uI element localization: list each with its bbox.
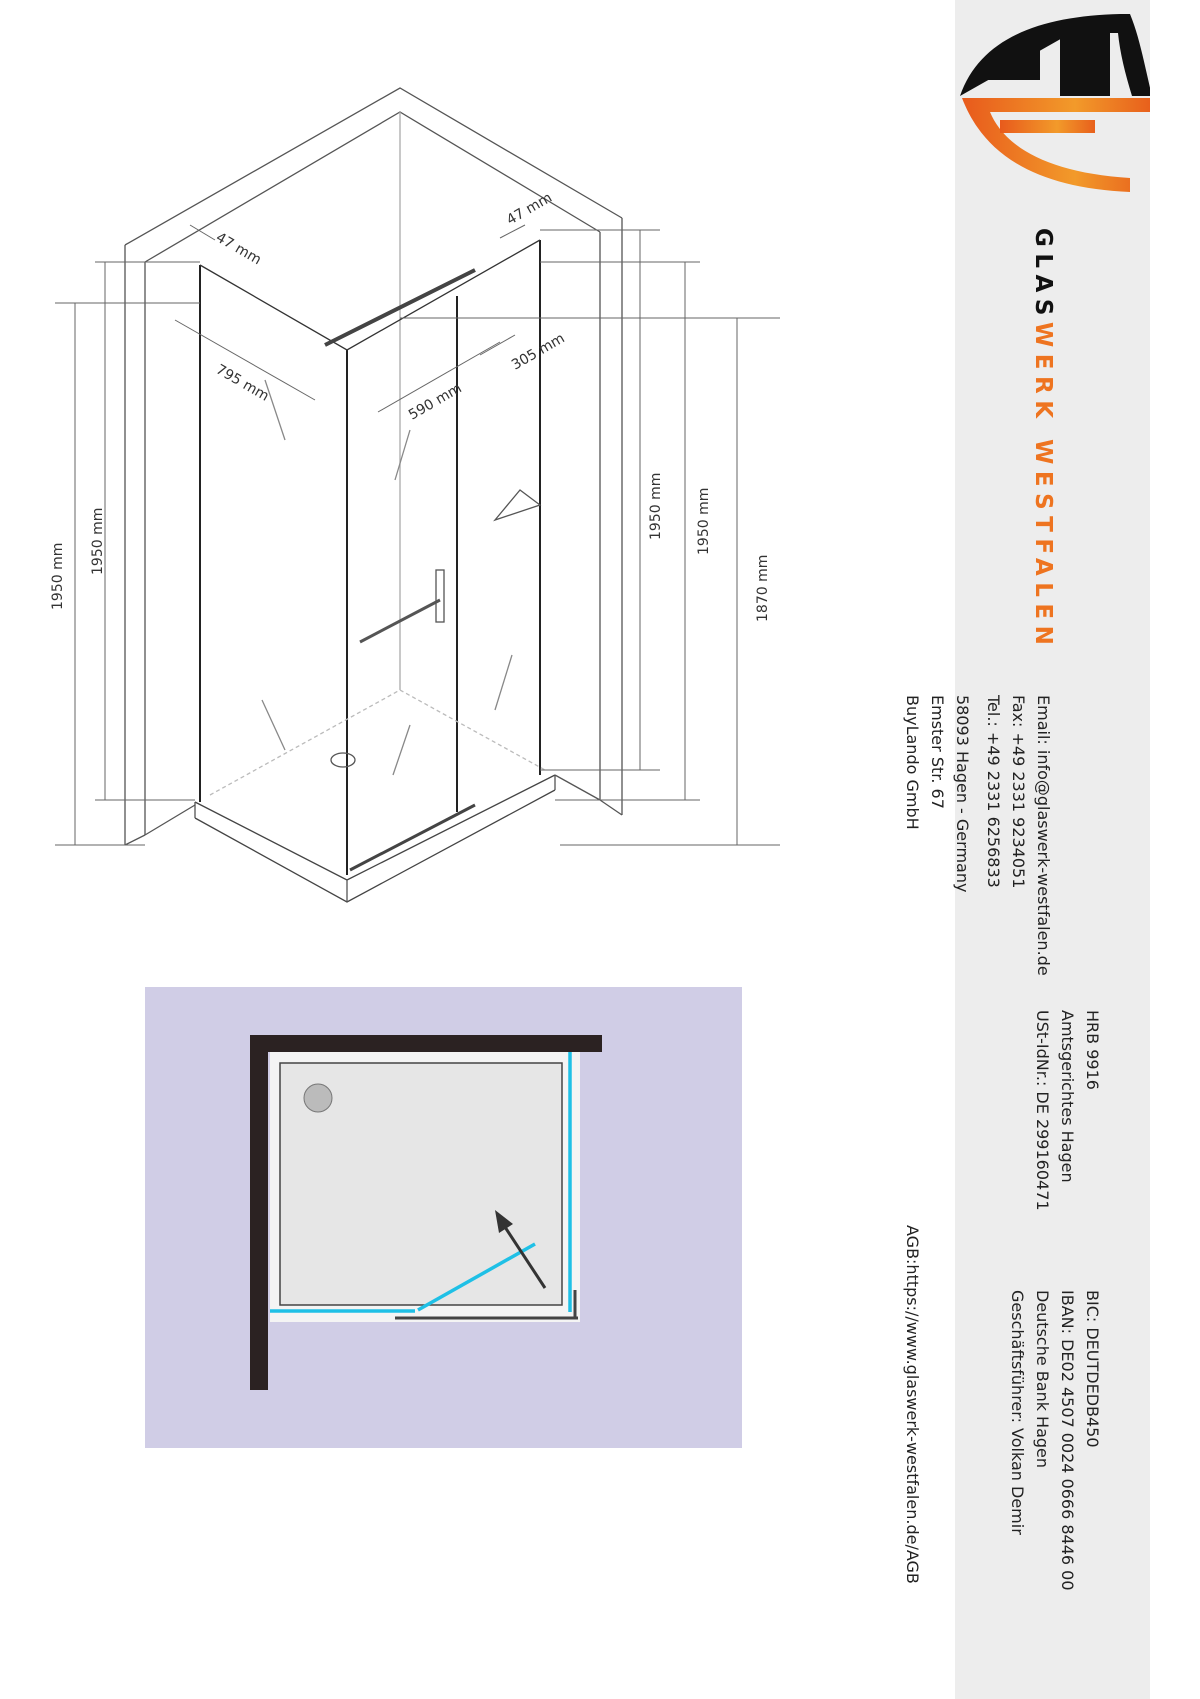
dim-height-left-inner: 1950 mm xyxy=(90,507,106,575)
address-street: Emster Str. 67 xyxy=(928,695,947,809)
dim-height-right-b: 1950 mm xyxy=(696,487,712,555)
isometric-view xyxy=(55,88,780,902)
dim-height-left-outer: 1950 mm xyxy=(50,542,66,610)
bank-bic: BIC: DEUTDEDB450 xyxy=(1083,1290,1102,1448)
bank-block xyxy=(1005,1290,1105,1591)
brand-logo xyxy=(960,8,1150,208)
registry-court: Amtsgerichtes Hagen xyxy=(1058,1010,1077,1183)
bank-name: Deutsche Bank Hagen xyxy=(1033,1290,1052,1469)
managing-director: Geschäftsführer: Volkan Demir xyxy=(1008,1290,1027,1535)
wall-left xyxy=(250,1035,268,1390)
door-handle xyxy=(436,570,444,622)
contact-tel: Tel.: +49 2331 6256833 xyxy=(984,695,1003,888)
brand-part2: WERK WESTFALEN xyxy=(1030,321,1056,652)
corner-shelf xyxy=(495,490,540,520)
drain xyxy=(331,753,355,767)
wall-top xyxy=(250,1035,602,1052)
dim-profile-left: 47 mm xyxy=(213,229,264,269)
dim-depth: 795 mm xyxy=(213,361,272,405)
registry-hrb: HRB 9916 xyxy=(1083,1010,1102,1090)
floor-plan xyxy=(145,987,742,1448)
bank-iban: IBAN: DE02 4507 0024 0666 8446 00 xyxy=(1058,1290,1077,1591)
dim-height-right-a: 1950 mm xyxy=(648,472,664,540)
dim-fixed-panel: 305 mm xyxy=(509,330,568,374)
dim-height-total: 1870 mm xyxy=(755,554,771,622)
company-address-block xyxy=(900,695,1056,976)
dim-door-width: 590 mm xyxy=(406,380,465,424)
address-company: BuyLando GmbH xyxy=(903,695,922,830)
drain xyxy=(304,1084,332,1112)
registry-block xyxy=(1030,1010,1105,1211)
brand-part1: GLAS xyxy=(1030,228,1056,322)
brand-name xyxy=(1030,228,1056,651)
registry-vat: USt-IdNr.: DE 299160471 xyxy=(1033,1010,1052,1211)
address-city: 58093 Hagen - Germany xyxy=(953,695,972,893)
dim-profile-right: 47 mm xyxy=(504,189,555,229)
agb-link[interactable]: AGB:https://www.glaswerk-westfalen.de/AGB xyxy=(903,1225,922,1584)
contact-email: Email: info@glaswerk-westfalen.de xyxy=(1034,695,1053,976)
wall-outer-top xyxy=(125,88,622,245)
contact-fax: Fax: +49 2331 9234051 xyxy=(1009,695,1028,889)
